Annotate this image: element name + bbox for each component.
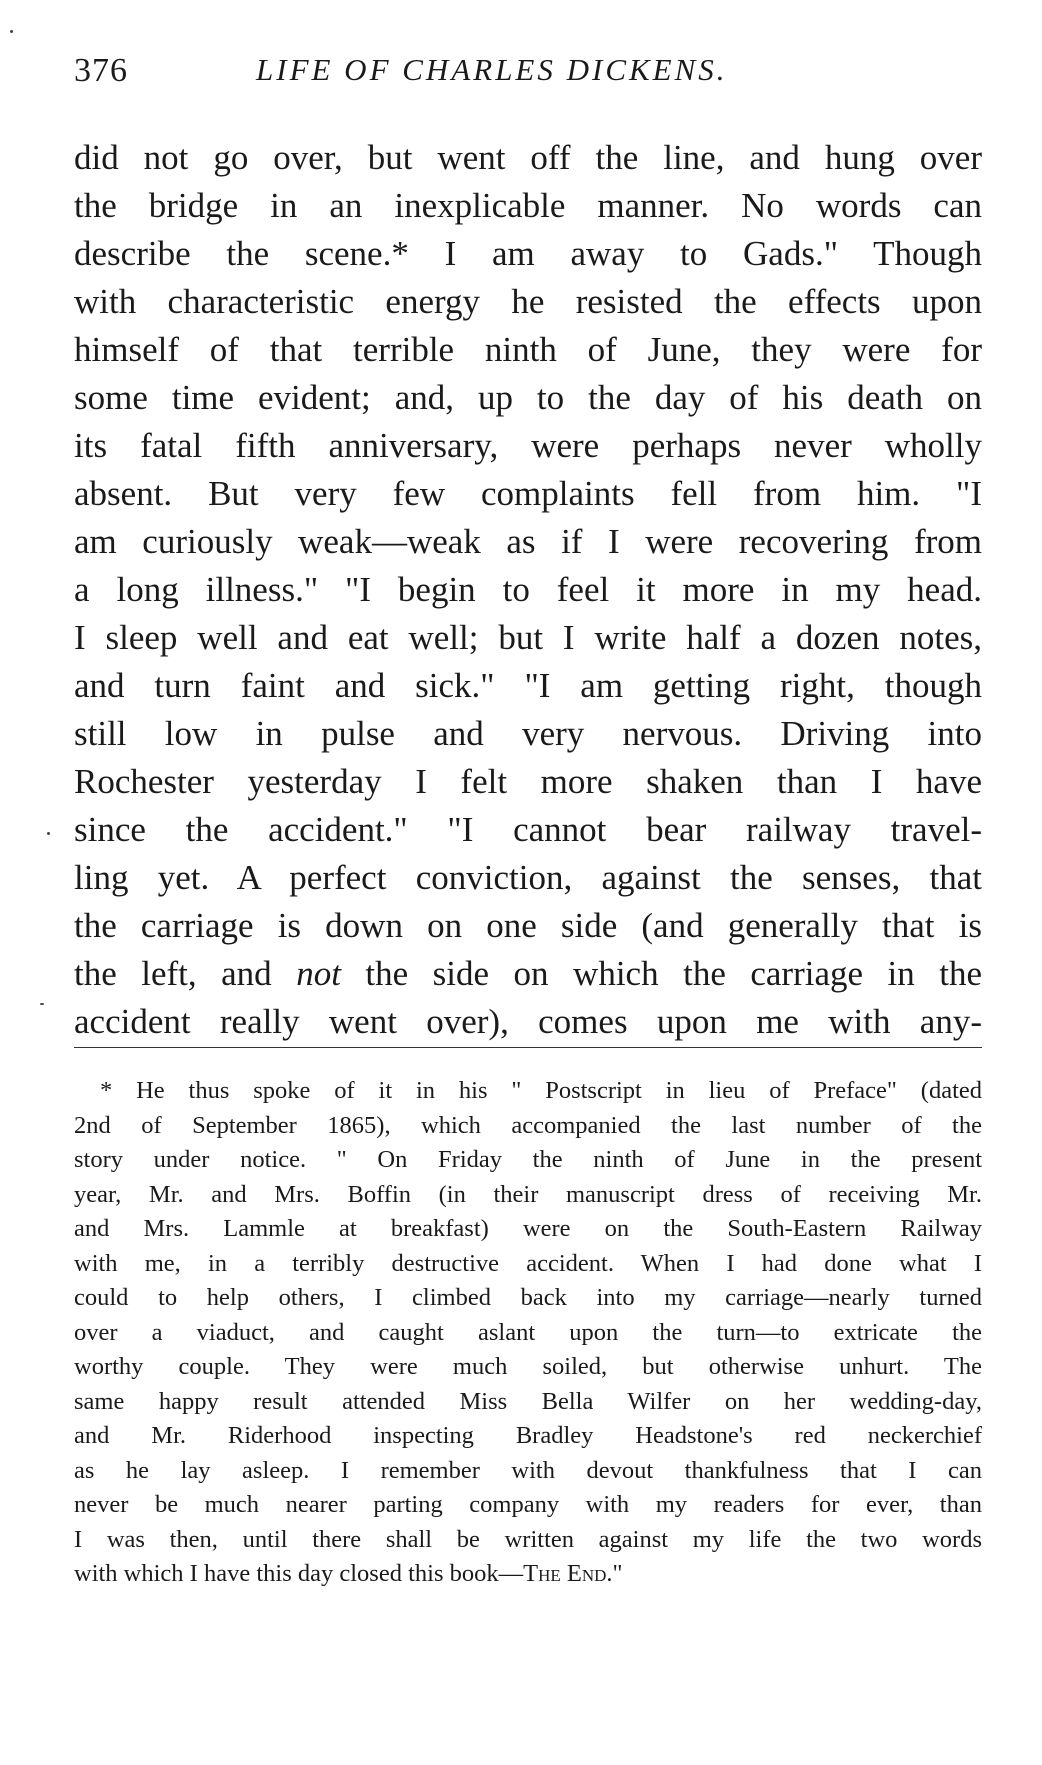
- footnote-line: with me, in a terribly destructive accident. When I had done what I: [74, 1249, 982, 1277]
- body-text: [74, 134, 982, 1046]
- footnote-line: as he lay asleep. I remember with devout thankfulness that I can: [74, 1456, 982, 1484]
- footnote-line: never be much nearer parting company with my readers for ever, than: [74, 1491, 982, 1518]
- body-line: some time evident; and, up to the day of his death on: [74, 378, 982, 417]
- body-line: ling yet. A perfect conviction, against the senses, that: [74, 858, 982, 897]
- footnote-line: and Mr. Riderhood inspecting Bradley Headstone's red neckerchief: [74, 1422, 982, 1449]
- body-line: did not go over, but went off the line, and hung over: [74, 138, 982, 177]
- footnote-line: and Mrs. Lammle at breakfast) were on the South-Eastern Railway: [74, 1215, 982, 1242]
- footnote-text-fragment: with which I have this day closed this book—: [74, 1560, 524, 1587]
- body-line: am curiously weak—weak as if I were recovering from: [74, 522, 982, 561]
- footnote-divider: [74, 1047, 982, 1048]
- running-title: LIFE OF CHARLES DICKENS.: [256, 52, 728, 87]
- body-line: I sleep well and eat well; but I write half a dozen notes,: [74, 618, 982, 657]
- body-line: and turn faint and sick." "I am getting right, though: [74, 666, 982, 705]
- footnote: [74, 1074, 982, 1592]
- body-line: its fatal fifth anniversary, were perhaps never wholly: [74, 426, 982, 465]
- body-line: describe the scene.* I am away to Gads." Though: [74, 234, 982, 273]
- emphasized-word: not: [296, 954, 341, 993]
- page-header: [74, 52, 954, 102]
- body-line: the carriage is down on one side (and generally that is: [74, 906, 982, 945]
- footnote-line: * He thus spoke of it in his " Postscript in lieu of Preface" (dated: [100, 1077, 982, 1104]
- print-speck: [10, 30, 13, 33]
- body-line: Rochester yesterday I felt more shaken than I have: [74, 762, 982, 801]
- footnote-line: over a viaduct, and caught aslant upon the turn—to extricate the: [74, 1318, 982, 1346]
- body-line: with characteristic energy he resisted the effects upon: [74, 282, 982, 321]
- footnote-line: year, Mr. and Mrs. Boffin (in their manuscript dress of receiving Mr.: [74, 1180, 982, 1208]
- body-line: a long illness." "I begin to feel it more in my head.: [74, 570, 982, 609]
- body-line: absent. But very few complaints fell from him. "I: [74, 474, 982, 513]
- body-line: still low in pulse and very nervous. Driving into: [74, 714, 982, 753]
- print-speck: [40, 1003, 44, 1005]
- footnote-line: worthy couple. They were much soiled, but otherwise unhurt. The: [74, 1353, 982, 1380]
- body-line: accident really went over), comes upon me with any-: [74, 1002, 982, 1041]
- footnote-line: could to help others, I climbed back into my carriage—nearly turned: [74, 1284, 982, 1311]
- footnote-line-last: [74, 1557, 982, 1592]
- the-end-smallcaps: The End: [523, 1560, 607, 1587]
- body-line: himself of that terrible ninth of June, they were for: [74, 330, 982, 369]
- footnote-line: story under notice. " On Friday the ninth of June in the present: [74, 1146, 982, 1173]
- body-line-with-emphasis: [74, 950, 982, 998]
- body-text-fragment: the left, and: [74, 954, 272, 993]
- body-line: the bridge in an inexplicable manner. No words can: [74, 186, 982, 225]
- body-line: since the accident." "I cannot bear railway travel-: [74, 810, 982, 849]
- page-number: 376: [74, 52, 128, 89]
- footnote-line: 2nd of September 1865), which accompanied the last number of the: [74, 1111, 982, 1139]
- footnote-line: I was then, until there shall be written against my life the two words: [74, 1525, 982, 1553]
- body-text-fragment: the side on which the carriage in the: [365, 954, 982, 993]
- print-speck: [47, 832, 50, 835]
- footnote-text-fragment: .": [606, 1560, 623, 1587]
- footnote-line: same happy result attended Miss Bella Wilfer on her wedding-day,: [74, 1387, 982, 1415]
